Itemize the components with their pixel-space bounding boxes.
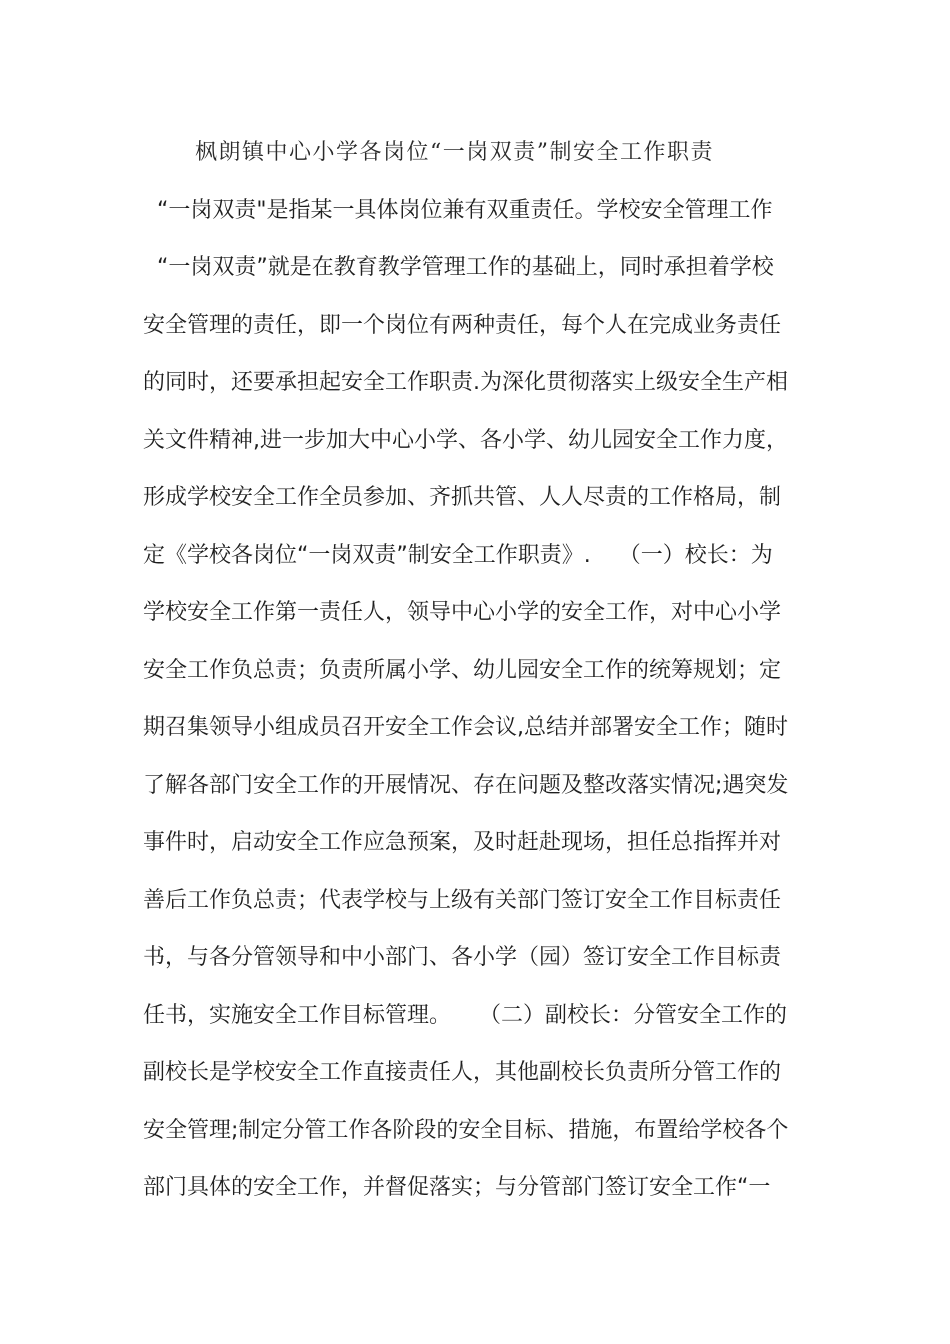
paragraph-line: 部门具体的安全工作，并督促落实；与分管部门签订安全工作“一 xyxy=(143,1175,771,1200)
paragraph-line: 了解各部门安全工作的开展情况、存在问题及整改落实情况;遇突发 xyxy=(143,772,789,798)
paragraph-line: 定《学校各岗位“一岗双责”制安全工作职责》. （一）校长：为 xyxy=(143,542,773,568)
paragraph-line: 学校安全工作第一责任人，领导中心小学的安全工作，对中心小学 xyxy=(143,600,782,625)
paragraph-line: 安全管理的责任，即一个岗位有两种责任，每个人在完成业务责任 xyxy=(143,312,782,338)
paragraph-line: 形成学校安全工作全员参加、齐抓共管、人人尽责的工作格局，制 xyxy=(143,485,782,510)
paragraph-line: “一岗双责”就是在教育教学管理工作的基础上，同时承担着学校 xyxy=(157,255,774,280)
paragraph-line: “一岗双责"是指某一具体岗位兼有双重责任。学校安全管理工作 xyxy=(157,197,773,223)
paragraph-line: 安全管理;制定分管工作各阶段的安全目标、措施，布置给学校各个 xyxy=(143,1117,789,1143)
paragraph-line: 安全工作负总责；负责所属小学、幼儿园安全工作的统筹规划；定 xyxy=(143,657,782,683)
document-title: 枫朗镇中心小学各岗位“一岗双责”制安全工作职责 xyxy=(195,140,714,165)
paragraph-line: 书，与各分管领导和中小部门、各小学（园）签订安全工作目标责 xyxy=(143,945,782,970)
paragraph-line: 的同时，还要承担起安全工作职责.为深化贯彻落实上级安全生产相 xyxy=(143,370,788,395)
paragraph-line: 关文件精神,进一步加大中心小学、各小学、幼儿园安全工作力度， xyxy=(143,427,788,453)
paragraph-line: 副校长是学校安全工作直接责任人，其他副校长负责所分管工作的 xyxy=(143,1060,782,1085)
paragraph-line: 事件时，启动安全工作应急预案，及时赶赴现场，担任总指挥并对 xyxy=(143,830,782,855)
paragraph-line: 善后工作负总责；代表学校与上级有关部门签订安全工作目标责任 xyxy=(143,887,782,913)
document-body xyxy=(143,124,807,1217)
paragraph-line: 期召集领导小组成员召开安全工作会议,总结并部署安全工作；随时 xyxy=(143,715,788,740)
paragraph-line: 任书，实施安全工作目标管理。 （二）副校长：分管安全工作的 xyxy=(143,1002,787,1028)
